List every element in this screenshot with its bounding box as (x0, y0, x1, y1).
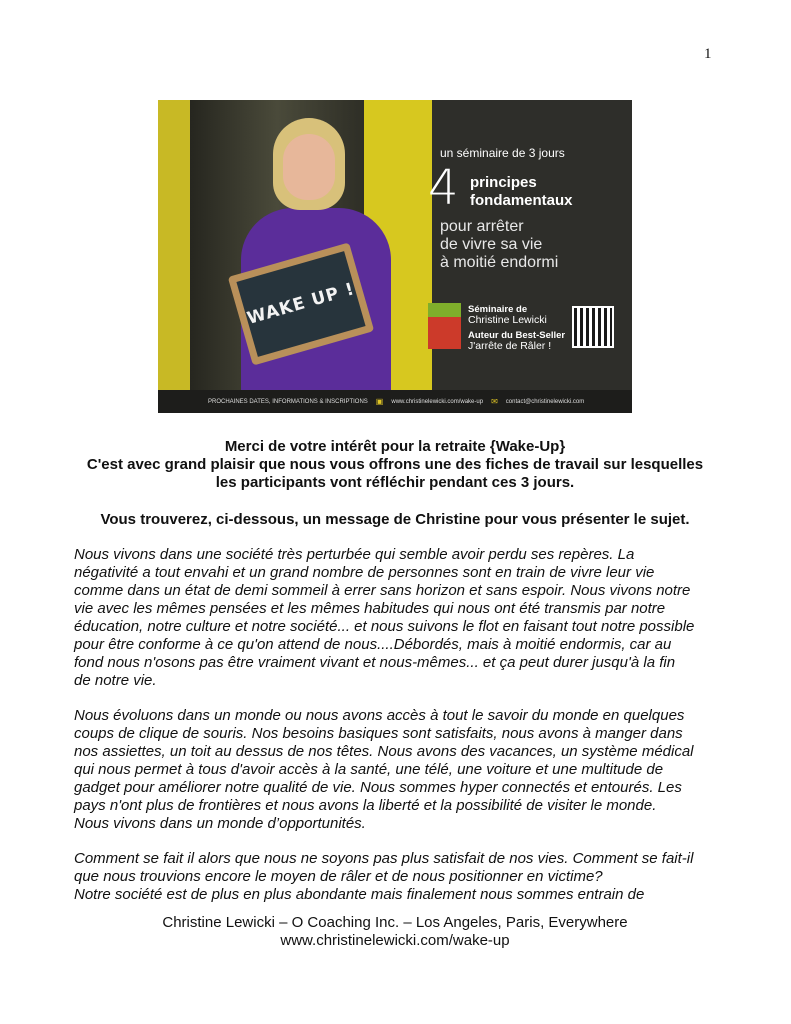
intro-heading: Merci de votre intérêt pour la retraite {Wake-Up} C'est avec grand plaisir que nous vous offrons une des fiches de travail sur lesquelles les participants vont réfléchir pendant ces 3 jours. (86, 438, 704, 491)
page-footer: Christine Lewicki – O Coaching Inc. – Los Angeles, Paris, Everywhere www.christinelewicki.com/wake-up (162, 914, 628, 949)
mail-icon: ✉ (491, 397, 498, 406)
slate-text: WAKE UP ! (236, 251, 365, 357)
page-number: 1 (704, 46, 712, 62)
paragraph-3: Comment se fait il alors que nous ne soyons pas plus satisfait de nos vies. Comment se fait-il que nous trouvions encore le moyen de râler et de nous positionner en victime? Notre société est de plus en plus abondante mais finalement nous sommes entrain de (74, 850, 694, 903)
paragraph-1: Nous vivons dans une société très perturbée qui semble avoir perdu ses repères. La négativité a tout envahi et un grand nombre de personnes sont en train de vivre leur vie comme dans un état de demi sommeil à errer sans horizon et sans espoir. Nous vivons notre vie avec les mêmes pensées et les mêmes habitudes qui nous ont été transmis par notre éducation, notre culture et notre société... et nous suivons le flot en faisant tout notre possible pour être conforme à ce qu'on attend de nous....Débordés, mais à moitié endormis, car au fond nous n'osons pas être vraiment vivant et nous-mêmes... et ça peut durer jusqu'à la fin de notre vie. (74, 546, 695, 689)
paragraph-2: Nous évoluons dans un monde ou nous avons accès à tout le savoir du monde en quelques coups de clique de souris. Nos besoins basiques sont satisfaits, nous avons à manger dans nos assiettes, un toit au dessus de nos têtes. Nous avons des vacances, un système médical qui nous permet à tous d'avoir accès à la santé, une télé, une voiture et une multitude de gadget pour améliorer notre qualité de vie. Nous sommes hyper connectés et entourés. Les pays n'ont plus de frontières et nous avons la liberté et la possibilité de visiter le monde. Nous vivons dans un monde d’opportunités. (74, 707, 694, 832)
intro-message: Vous trouverez, ci-dessous, un message de Christine pour vous présenter le sujet. (100, 511, 690, 528)
banner-line1: un séminaire de 3 jours (440, 146, 565, 160)
seminar-banner (158, 100, 632, 413)
banner-seminar-info: Séminaire de Christine Lewicki Auteur du Best-Seller J'arrête de Râler ! (468, 304, 566, 352)
banner-number: 4 (428, 160, 459, 216)
book-cover (428, 303, 461, 349)
banner-principes: principes fondamentaux (470, 174, 573, 209)
woman-face (283, 134, 335, 200)
banner-footer: PROCHAINES DATES, INFORMATIONS & INSCRIPTIONS ▣ www.christinelewicki.com/wake-up ✉ contact@christinelewicki.com (158, 390, 632, 413)
monitor-icon: ▣ (375, 397, 384, 406)
banner-subtitle: pour arrêter de vivre sa vie à moitié endormi (440, 218, 559, 271)
door-frame (158, 100, 190, 390)
qr-code-icon (572, 306, 614, 348)
